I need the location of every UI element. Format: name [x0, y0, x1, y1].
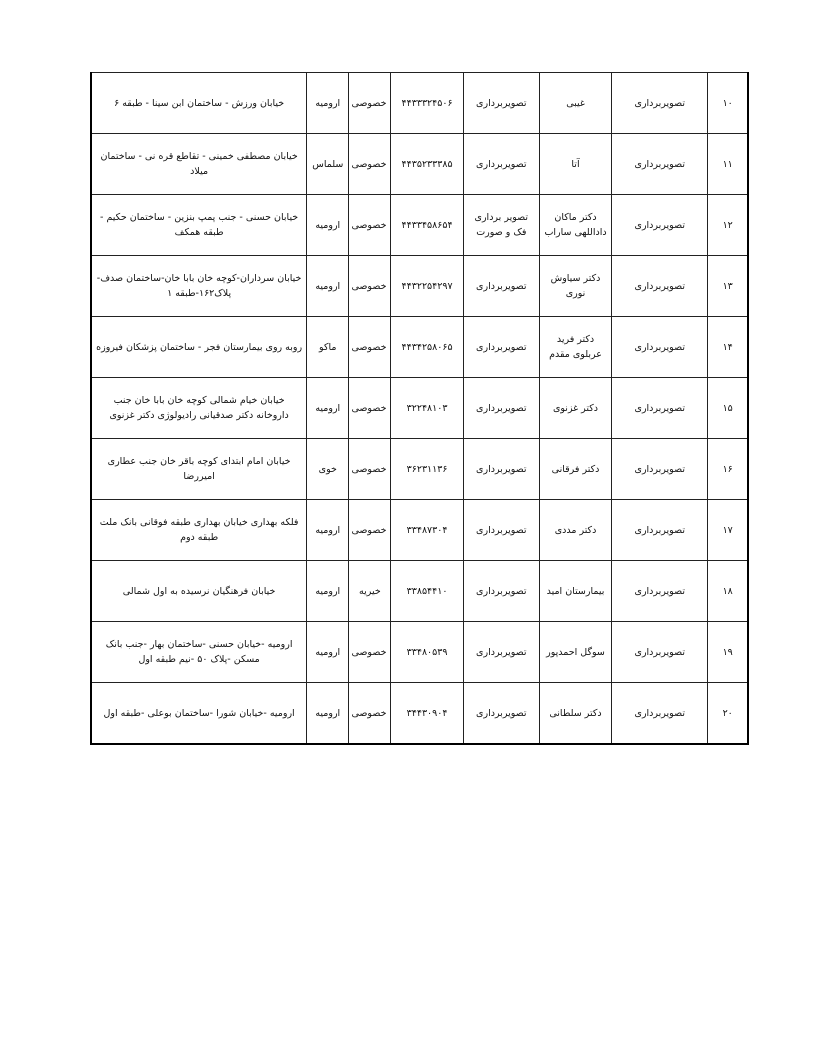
city-cell: ارومیه [307, 683, 349, 745]
table-body [91, 73, 748, 745]
specialty-cell: تصویربرداری [463, 622, 539, 683]
row-number: ۱۸ [708, 561, 748, 622]
table-row [91, 73, 748, 134]
address-cell: ارومیه -خیابان حسنی -ساختمان بهار -جنب بانک مسکن -پلاک ۵۰ -نیم طبقه اول [91, 622, 307, 683]
table-row [91, 378, 748, 439]
specialty-cell: تصویربرداری [463, 683, 539, 745]
phone-number: ۴۴۳۳۳۲۴۵۰۶ [391, 73, 463, 134]
address-cell: ارومیه -خیابان شورا -ساختمان بوعلی -طبقه اول [91, 683, 307, 745]
city-cell: ارومیه [307, 73, 349, 134]
address-cell: خیابان خیام شمالی کوچه خان بابا خان جنب داروخانه دکتر صدقیانی رادیولوژی دکتر غزنوی [91, 378, 307, 439]
provider-name: سوگل احمدپور [539, 622, 611, 683]
row-number: ۱۳ [708, 256, 748, 317]
table-row [91, 500, 748, 561]
directory-table [90, 72, 749, 745]
phone-number: ۴۴۳۴۲۵۸۰۶۵ [391, 317, 463, 378]
specialty-cell: تصویربرداری [463, 73, 539, 134]
phone-number: ۳۳۴۸۷۳۰۴ [391, 500, 463, 561]
address-cell: فلکه بهداری خیابان بهداری طبقه فوقانی بانک ملت طبقه دوم [91, 500, 307, 561]
phone-number: ۳۳۸۵۴۴۱۰ [391, 561, 463, 622]
provider-name: دکتر ماکان داداللهی ساراب [539, 195, 611, 256]
phone-number: ۴۴۳۲۲۵۴۲۹۷ [391, 256, 463, 317]
address-cell: خیابان مصطفی خمینی - تقاطع قره نی - ساختمان میلاد [91, 134, 307, 195]
ownership-type: خصوصی [349, 256, 391, 317]
directory-table-container [90, 72, 749, 745]
row-number: ۲۰ [708, 683, 748, 745]
ownership-type: خصوصی [349, 500, 391, 561]
row-number: ۱۴ [708, 317, 748, 378]
ownership-type: خصوصی [349, 73, 391, 134]
city-cell: ارومیه [307, 195, 349, 256]
category-cell: تصویربرداری [612, 73, 708, 134]
table-row [91, 134, 748, 195]
address-cell: خیابان فرهنگیان نرسیده به اول شمالی [91, 561, 307, 622]
ownership-type: خصوصی [349, 317, 391, 378]
city-cell: ارومیه [307, 500, 349, 561]
specialty-cell: تصویر برداری فک و صورت [463, 195, 539, 256]
specialty-cell: تصویربرداری [463, 134, 539, 195]
address-cell: خیابان سرداران-کوچه خان بابا خان-ساختمان صدف-پلاک۱۶۲-طبقه ۱ [91, 256, 307, 317]
category-cell: تصویربرداری [612, 500, 708, 561]
table-row [91, 561, 748, 622]
row-number: ۱۶ [708, 439, 748, 500]
address-cell: خیابان حسنی - جنب پمپ بنزین - ساختمان حکیم - طبقه همکف [91, 195, 307, 256]
ownership-type: خصوصی [349, 439, 391, 500]
provider-name: غیبی [539, 73, 611, 134]
ownership-type: خیریه [349, 561, 391, 622]
provider-name: بیمارستان امید [539, 561, 611, 622]
phone-number: ۳۶۲۳۱۱۳۶ [391, 439, 463, 500]
category-cell: تصویربرداری [612, 622, 708, 683]
row-number: ۱۲ [708, 195, 748, 256]
city-cell: ارومیه [307, 256, 349, 317]
phone-number: ۳۴۴۳۰۹۰۴ [391, 683, 463, 745]
category-cell: تصویربرداری [612, 317, 708, 378]
address-cell: خیابان امام ابتدای کوچه باقر خان جنب عطاری امیررضا [91, 439, 307, 500]
ownership-type: خصوصی [349, 683, 391, 745]
phone-number: ۴۴۳۵۲۳۳۳۸۵ [391, 134, 463, 195]
specialty-cell: تصویربرداری [463, 439, 539, 500]
specialty-cell: تصویربرداری [463, 317, 539, 378]
city-cell: ارومیه [307, 378, 349, 439]
city-cell: ارومیه [307, 622, 349, 683]
city-cell: سلماس [307, 134, 349, 195]
ownership-type: خصوصی [349, 195, 391, 256]
provider-name: دکتر سیاوش نوری [539, 256, 611, 317]
category-cell: تصویربرداری [612, 683, 708, 745]
row-number: ۱۷ [708, 500, 748, 561]
row-number: ۱۹ [708, 622, 748, 683]
provider-name: دکتر غزنوی [539, 378, 611, 439]
provider-name: دکتر فرقانی [539, 439, 611, 500]
specialty-cell: تصویربرداری [463, 500, 539, 561]
address-cell: خیابان ورزش - ساختمان ابن سینا - طبقه ۶ [91, 73, 307, 134]
provider-name: دکتر فرید عربلوی مقدم [539, 317, 611, 378]
provider-name: دکتر سلطانی [539, 683, 611, 745]
table-row [91, 317, 748, 378]
category-cell: تصویربرداری [612, 195, 708, 256]
category-cell: تصویربرداری [612, 439, 708, 500]
phone-number: ۳۳۴۸۰۵۳۹ [391, 622, 463, 683]
city-cell: ماکو [307, 317, 349, 378]
row-number: ۱۰ [708, 73, 748, 134]
row-number: ۱۵ [708, 378, 748, 439]
ownership-type: خصوصی [349, 134, 391, 195]
specialty-cell: تصویربرداری [463, 256, 539, 317]
phone-number: ۴۴۳۳۴۵۸۶۵۴ [391, 195, 463, 256]
row-number: ۱۱ [708, 134, 748, 195]
city-cell: خوی [307, 439, 349, 500]
address-cell: روبه روی بیمارستان فجر - ساختمان پزشکان فیروزه [91, 317, 307, 378]
ownership-type: خصوصی [349, 622, 391, 683]
category-cell: تصویربرداری [612, 134, 708, 195]
table-row [91, 195, 748, 256]
category-cell: تصویربرداری [612, 378, 708, 439]
ownership-type: خصوصی [349, 378, 391, 439]
category-cell: تصویربرداری [612, 561, 708, 622]
table-row [91, 256, 748, 317]
table-row [91, 622, 748, 683]
specialty-cell: تصویربرداری [463, 561, 539, 622]
table-row [91, 683, 748, 745]
city-cell: ارومیه [307, 561, 349, 622]
table-row [91, 439, 748, 500]
specialty-cell: تصویربرداری [463, 378, 539, 439]
provider-name: آتا [539, 134, 611, 195]
phone-number: ۳۲۲۴۸۱۰۳ [391, 378, 463, 439]
provider-name: دکتر مددی [539, 500, 611, 561]
category-cell: تصویربرداری [612, 256, 708, 317]
